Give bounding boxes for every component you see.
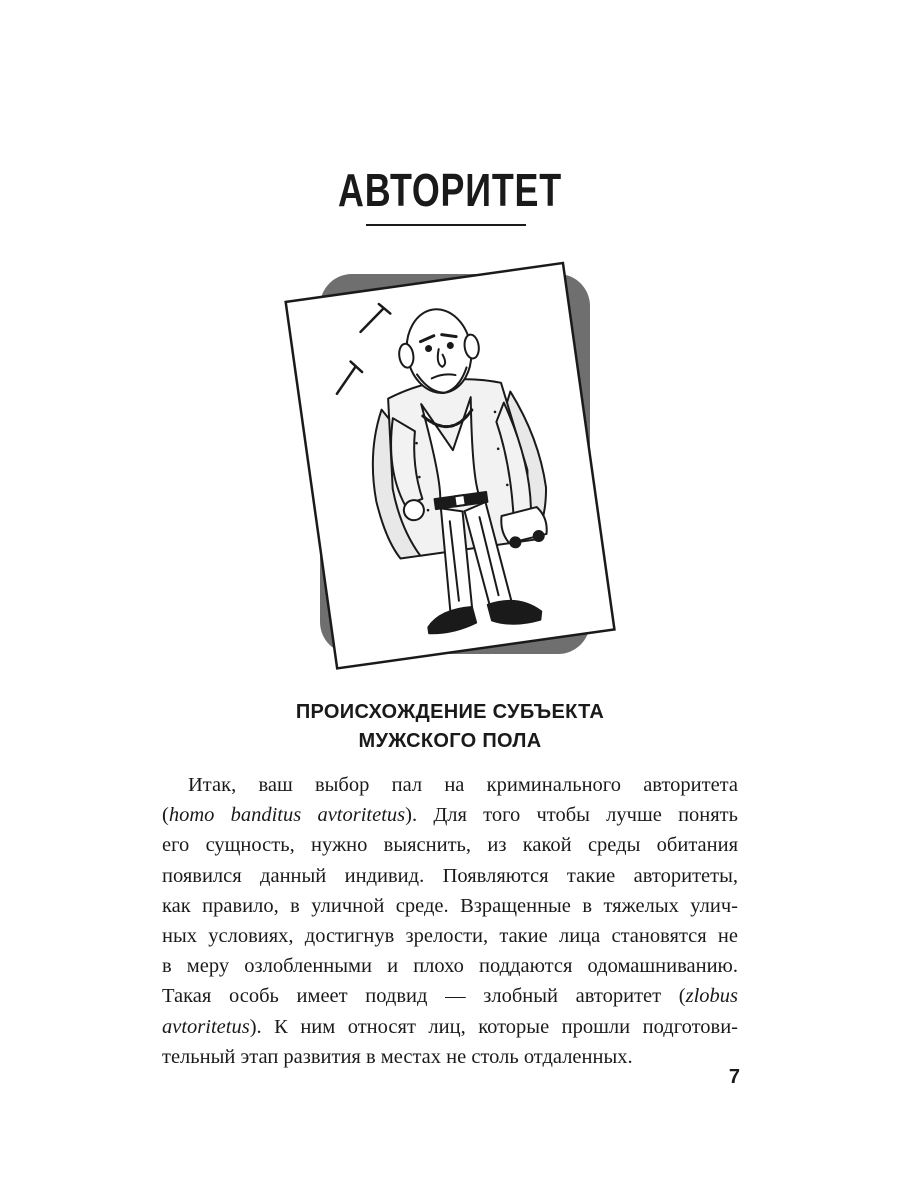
text-line: (homo banditus avtoritetus). Для того чтобы лучше понять — [162, 804, 738, 827]
text-line: Итак, ваш выбор пал на криминального авторитета — [188, 774, 738, 796]
title-underline — [366, 224, 526, 226]
latin-term: avtoritetus — [162, 1015, 250, 1038]
page-title: АВТОРИТЕТ — [338, 164, 562, 216]
latin-term: zlobus — [685, 985, 738, 1008]
text-line: Такая особь имеет подвид — злобный авторитет (zlobus — [162, 985, 738, 1008]
latin-term: homo banditus avtoritetus — [168, 804, 406, 827]
body-paragraph — [162, 770, 738, 1072]
text-line: как правило, в уличной среде. Взращенные в тяжелых улич- — [162, 894, 738, 917]
text-line: тельный этап развития в местах не столь отдаленных. — [162, 1045, 633, 1068]
section-heading-line-1: ПРОИСХОЖДЕНИЕ СУБЪЕКТА — [295, 701, 605, 723]
text-line: в меру озлобленными и плохо поддаются одомашниванию. — [162, 955, 738, 978]
section-heading-line-2: МУЖСКОГО ПОЛА — [358, 730, 542, 752]
text-line: ных условиях, достигнув зрелости, такие лица становятся не — [162, 925, 738, 948]
section-heading — [0, 698, 900, 756]
crime-boss-illustration — [280, 250, 630, 680]
text-line: avtoritetus). К ним относят лиц, которые прошли подготови- — [162, 1015, 738, 1038]
text-line: появился данный индивид. Появляются такие авторитеты, — [162, 864, 738, 887]
text-line: его сущность, нужно выяснить, из какой среды обитания — [162, 834, 738, 857]
page-number: 7 — [728, 1066, 740, 1088]
